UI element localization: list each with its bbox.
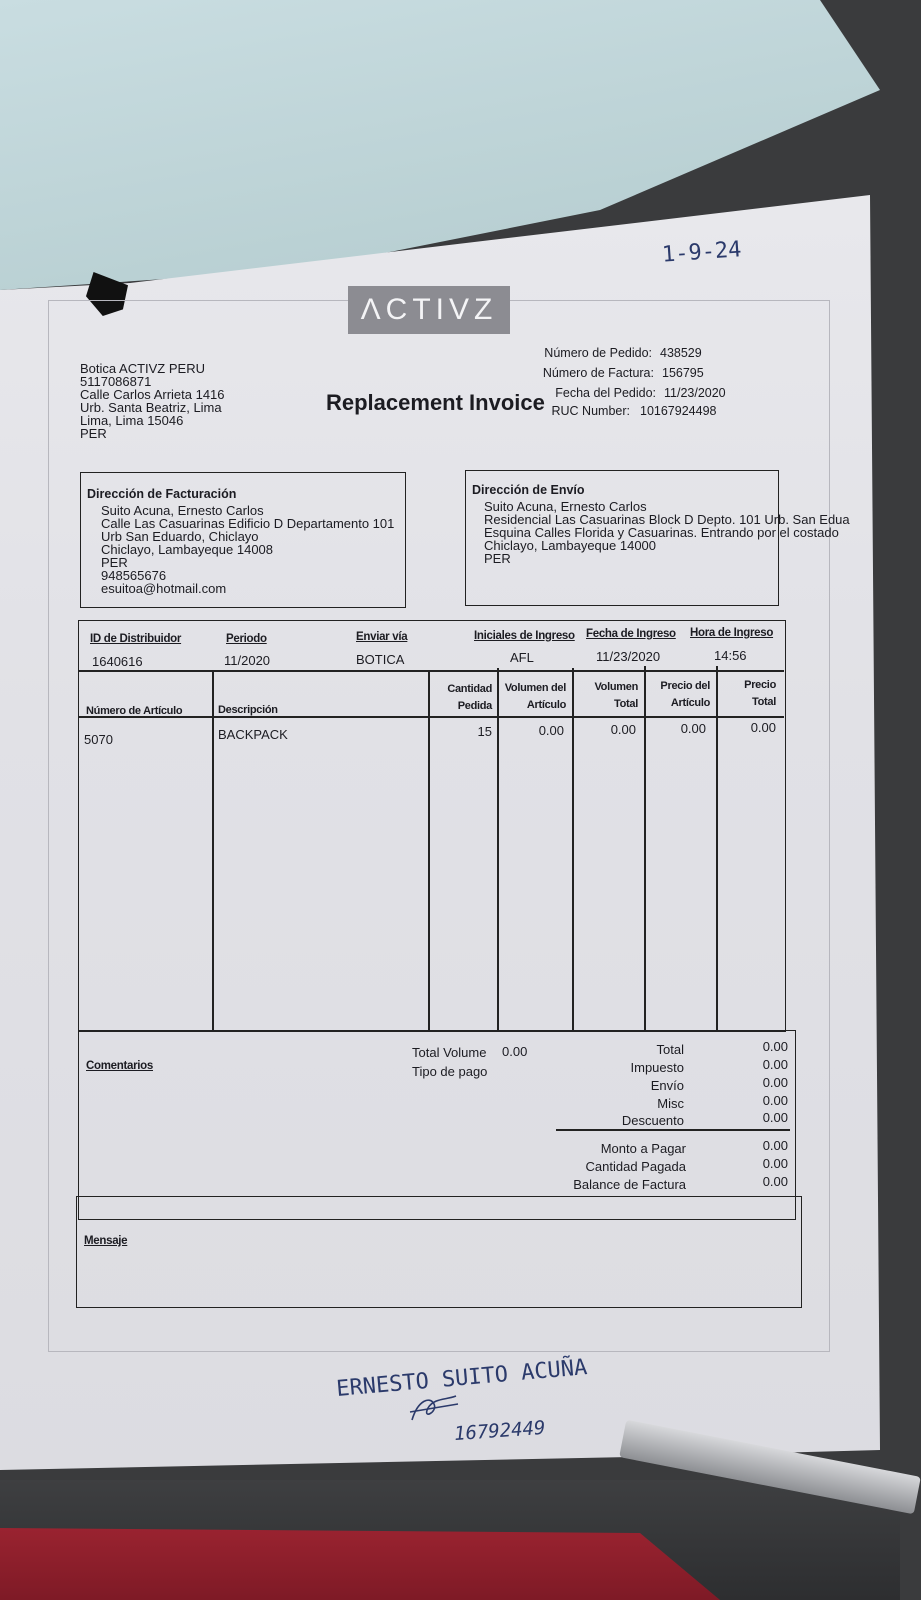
discount-value: 0.00 bbox=[762, 1110, 788, 1125]
billing-line: Suito Acuna, Ernesto Carlos bbox=[101, 503, 264, 518]
sender-district: Urb. Santa Beatriz, Lima bbox=[80, 400, 222, 415]
sender-street: Calle Carlos Arrieta 1416 bbox=[80, 387, 225, 402]
description-header: Descripción bbox=[218, 704, 278, 716]
shipping-label: Envío bbox=[650, 1078, 684, 1093]
shipping-line: Residencial Las Casuarinas Block D Depto. 101 Urb. San Edua bbox=[484, 512, 850, 527]
total-value: 0.00 bbox=[762, 1039, 788, 1054]
qty-header-2: Pedida bbox=[457, 700, 492, 712]
row-divider bbox=[78, 670, 784, 672]
order-date-label: Fecha del Pedido: bbox=[555, 386, 656, 400]
entry-time-value: 14:56 bbox=[714, 648, 747, 663]
tax-label: Impuesto bbox=[630, 1060, 684, 1075]
shipping-value: 0.00 bbox=[762, 1075, 788, 1090]
entry-initials-header: Iniciales de Ingreso bbox=[474, 630, 575, 642]
price-header-1: Precio del bbox=[660, 680, 710, 692]
shipping-title: Dirección de Envío bbox=[472, 483, 585, 497]
order-date-value: 11/23/2020 bbox=[664, 386, 726, 400]
billing-address-box bbox=[80, 472, 406, 608]
order-number-value: 438529 bbox=[660, 346, 702, 360]
shipping-address-lines bbox=[484, 500, 850, 565]
total-volume-label: Total Volume bbox=[412, 1045, 487, 1060]
entry-date-value: 11/23/2020 bbox=[596, 649, 661, 664]
handwritten-date: 1-9-24 bbox=[661, 237, 743, 268]
entry-date-header: Fecha de Ingreso bbox=[586, 628, 676, 640]
invoice-balance-value: 0.00 bbox=[762, 1174, 788, 1189]
billing-line: PER bbox=[101, 555, 128, 570]
ship-via-value: BOTICA bbox=[356, 652, 405, 667]
shipping-line: Suito Acuna, Ernesto Carlos bbox=[484, 499, 647, 514]
item-volume: 0.00 bbox=[538, 723, 564, 738]
item-price: 0.00 bbox=[680, 721, 706, 736]
column-divider bbox=[212, 670, 214, 1030]
order-number-label: Número de Pedido: bbox=[544, 346, 652, 360]
row-divider bbox=[78, 716, 784, 718]
sender-name: Botica ACTIVZ PERU bbox=[80, 361, 205, 376]
column-divider bbox=[428, 670, 430, 1030]
entry-time-header: Hora de Ingreso bbox=[690, 627, 774, 639]
volume-header-1: Volumen del bbox=[504, 682, 566, 694]
billing-line: Urb San Eduardo, Chiclayo bbox=[101, 529, 259, 544]
invoice-title: Replacement Invoice bbox=[326, 390, 545, 415]
billing-line: Chiclayo, Lambayeque 14008 bbox=[101, 542, 274, 557]
volume-header-2: Artículo bbox=[526, 699, 566, 711]
totals-divider bbox=[556, 1129, 790, 1131]
item-description: BACKPACK bbox=[218, 727, 288, 742]
shipping-line: PER bbox=[484, 551, 511, 566]
amount-due-value: 0.00 bbox=[762, 1138, 788, 1153]
message-section bbox=[76, 1196, 802, 1308]
activz-logo: ΛCTIVZ bbox=[348, 286, 510, 334]
invoice-balance-label: Balance de Factura bbox=[573, 1177, 686, 1192]
billing-line: Calle Las Casuarinas Edificio D Departamento 101 bbox=[101, 516, 395, 531]
handwritten-number: 16792449 bbox=[453, 1416, 547, 1446]
volume-total-header-1: Volumen bbox=[594, 681, 638, 693]
sender-country: PER bbox=[80, 426, 107, 441]
price-total-header-1: Precio bbox=[744, 679, 776, 691]
message-label: Mensaje bbox=[84, 1235, 128, 1247]
total-label: Total bbox=[656, 1042, 684, 1057]
price-header-2: Artículo bbox=[670, 697, 710, 709]
billing-address-lines bbox=[101, 504, 394, 595]
distributor-id-header: ID de Distribuidor bbox=[90, 633, 182, 645]
discount-label: Descuento bbox=[621, 1113, 684, 1128]
entry-initials-value: AFL bbox=[510, 650, 534, 665]
column-divider bbox=[644, 666, 646, 1030]
amount-due-label: Monto a Pagar bbox=[600, 1141, 686, 1156]
amount-paid-label: Cantidad Pagada bbox=[585, 1159, 686, 1174]
column-divider bbox=[497, 668, 499, 1030]
sender-city: Lima, Lima 15046 bbox=[80, 413, 184, 428]
item-price-total: 0.00 bbox=[750, 720, 776, 735]
item-volume-total: 0.00 bbox=[610, 722, 636, 737]
shipping-line: Chiclayo, Lambayeque 14000 bbox=[484, 538, 657, 553]
column-divider bbox=[572, 668, 574, 1030]
shipping-address-box bbox=[465, 470, 850, 606]
price-total-header-2: Total bbox=[752, 696, 776, 708]
total-volume-value: 0.00 bbox=[502, 1044, 528, 1059]
billing-line: 948565676 bbox=[101, 568, 167, 583]
comments-label: Comentarios bbox=[86, 1060, 153, 1072]
billing-line: esuitoa@hotmail.com bbox=[101, 581, 227, 596]
ruc-value: 10167924498 bbox=[640, 404, 717, 418]
ship-via-header: Enviar vía bbox=[356, 631, 408, 643]
qty-header-1: Cantidad bbox=[447, 683, 492, 695]
billing-title: Dirección de Facturación bbox=[87, 487, 237, 501]
sender-phone: 5117086871 bbox=[80, 374, 152, 389]
shipping-line: Esquina Calles Florida y Casuarinas. Entrando por el costado bbox=[484, 525, 839, 540]
item-article-number: 5070 bbox=[84, 732, 113, 747]
misc-value: 0.00 bbox=[762, 1093, 788, 1108]
period-header: Periodo bbox=[226, 633, 267, 645]
distributor-id-value: 1640616 bbox=[92, 654, 143, 669]
period-value: 11/2020 bbox=[224, 653, 271, 668]
sender-address bbox=[80, 362, 225, 440]
red-folder bbox=[0, 1528, 720, 1600]
misc-label: Misc bbox=[657, 1096, 684, 1111]
column-divider bbox=[716, 666, 718, 1030]
ruc-label: RUC Number: bbox=[551, 404, 630, 418]
invoice-number-value: 156795 bbox=[662, 366, 704, 380]
article-number-header: Número de Artículo bbox=[86, 705, 183, 717]
amount-paid-value: 0.00 bbox=[762, 1156, 788, 1171]
volume-total-header-2: Total bbox=[614, 698, 638, 710]
payment-type-label: Tipo de pago bbox=[412, 1064, 488, 1079]
handwritten-name: ERNESTO SUITO ACUÑA bbox=[335, 1355, 589, 1402]
tax-value: 0.00 bbox=[762, 1057, 788, 1072]
item-qty: 15 bbox=[477, 724, 492, 739]
invoice-number-label: Número de Factura: bbox=[542, 366, 654, 380]
